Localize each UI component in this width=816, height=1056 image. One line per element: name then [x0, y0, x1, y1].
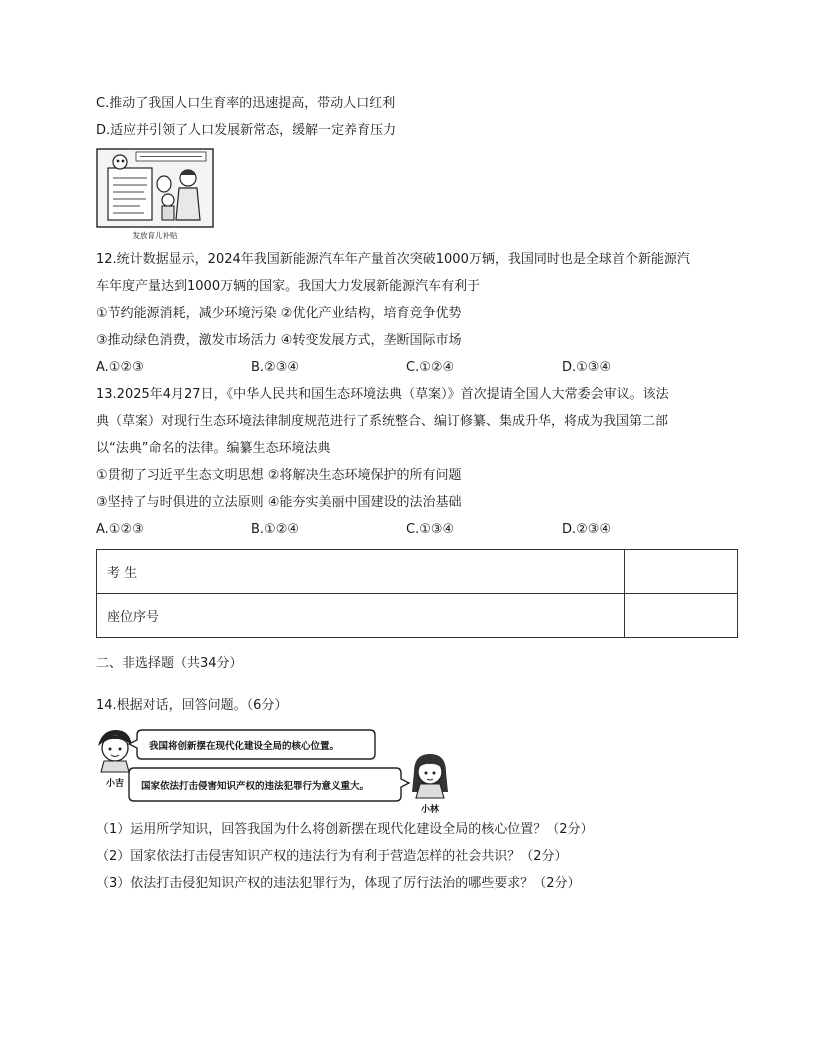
- speaker-left-label: 小吉: [105, 779, 125, 789]
- girl-figure: [412, 754, 448, 798]
- q13-option-b: B.①②④: [251, 522, 300, 537]
- table-row: [97, 550, 738, 594]
- q14-stem: 14.根据对话，回答问题。（6分）: [96, 698, 288, 713]
- bubble-2-text: 国家依法打击侵害知识产权的违法犯罪行为意义重大。: [141, 781, 370, 792]
- q13-option-d: D.②③④: [562, 522, 612, 537]
- seat-info-table: [96, 549, 738, 638]
- q13-option-c: C.①③④: [406, 522, 455, 537]
- q12-items-line2: ③推动绿色消费，激发市场活力 ④转变发展方式，垄断国际市场: [96, 333, 462, 348]
- q14-sub3: （3）依法打击侵犯知识产权的违法犯罪行为，体现了厉行法治的哪些要求？（2分）: [96, 876, 581, 891]
- cartoon-caption: 发放育儿补贴: [132, 231, 178, 240]
- q12-option-b: B.②③④: [251, 360, 300, 375]
- q13-stem-line2: 典（草案）对现行生态环境法律制度规范进行了系统整合、编订修纂、集成升华，将成为我国第二部: [96, 414, 669, 429]
- q12-stem-line1: 12.统计数据显示，2024年我国新能源汽车年产量首次突破1000万辆，我国同时也是全球首个新能源汽: [96, 252, 690, 267]
- q13-items-line1: ①贯彻了习近平生态文明思想 ②将解决生态环境保护的所有问题: [96, 468, 462, 483]
- q13-stem-line3: 以“法典”命名的法律。编纂生态环境法典: [96, 441, 331, 456]
- boy-figure: [98, 730, 132, 772]
- q13-items-line2: ③坚持了与时俱进的立法原则 ④能夯实美丽中国建设的法治基础: [96, 495, 462, 510]
- section-heading: 二、非选择题（共34分）: [96, 656, 243, 671]
- table-row: [97, 594, 738, 638]
- examinee-value-cell[interactable]: [625, 550, 738, 594]
- q12-option-d: D.①③④: [562, 360, 612, 375]
- q14-sub1: （1）运用所学知识，回答我国为什么将创新摆在现代化建设全局的核心位置？（2分）: [96, 822, 594, 837]
- speaker-right-label: 小林: [420, 805, 440, 815]
- q13-stem-line1: 13.2025年4月27日，《中华人民共和国生态环境法典（草案）》首次提请全国人大常委会审议。该法: [96, 387, 669, 402]
- q13-option-a: A.①②③: [96, 522, 144, 537]
- seat-number-label: 座位序号: [97, 594, 625, 638]
- q12-option-c: C.①②④: [406, 360, 455, 375]
- q12-items-line1: ①节约能源消耗，减少环境污染 ②优化产业结构，培育竞争优势: [96, 306, 462, 321]
- q11-option-c: C.推动了我国人口生育率的迅速提高，带动人口红利: [96, 96, 396, 111]
- q14-sub2: （2）国家依法打击侵害知识产权的违法行为有利于营造怎样的社会共识？（2分）: [96, 849, 568, 864]
- dialog-illustration: [96, 726, 456, 818]
- q12-option-a: A.①②③: [96, 360, 144, 375]
- seat-number-value-cell[interactable]: [625, 594, 738, 638]
- bubble-1-text: 我国将创新摆在现代化建设全局的核心位置。: [149, 741, 340, 752]
- q11-option-d: D.适应并引领了人口发展新常态，缓解一定养育压力: [96, 123, 397, 138]
- examinee-label: 考 生: [97, 550, 625, 594]
- child-subsidy-cartoon: [96, 148, 214, 242]
- q12-stem-line2: 车年度产量达到1000万辆的国家。我国大力发展新能源汽车有利于: [96, 279, 481, 294]
